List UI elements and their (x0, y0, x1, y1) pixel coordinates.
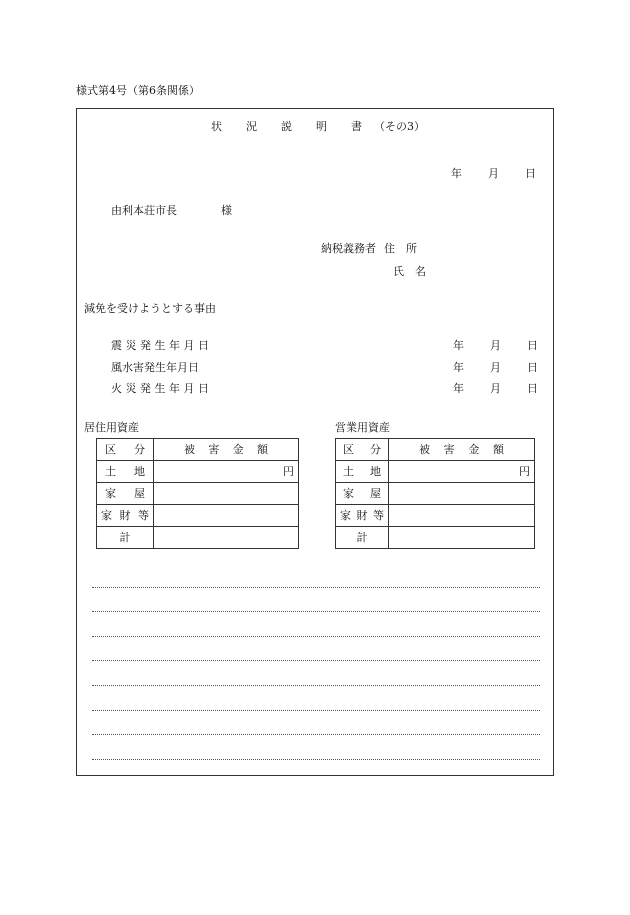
category-header: 区 分 (336, 439, 389, 461)
residential-damage-table (96, 438, 299, 549)
document-title (211, 121, 425, 132)
amount-header: 被 害 金 額 (389, 439, 535, 461)
date-year-label: 年 (453, 382, 464, 395)
amount-header: 被 害 金 額 (154, 439, 299, 461)
reason-entry-line[interactable] (92, 636, 540, 637)
title-char: 状 (211, 120, 222, 133)
yen-unit: 円 (519, 465, 530, 478)
category-cell-land: 土 地 (336, 461, 389, 483)
date-year-label: 年 (453, 339, 464, 352)
date-day-label: 日 (527, 339, 538, 352)
disaster-date-label: 火 災 発 生 年 月 日 (111, 382, 209, 395)
date-month-label: 月 (490, 361, 501, 374)
taxpayer-role: 納税義務者 (321, 242, 376, 255)
amount-input-total[interactable] (389, 527, 535, 549)
table-row (97, 483, 299, 505)
amount-input-land[interactable] (154, 461, 299, 483)
disaster-date-fields (453, 383, 538, 394)
date-year-label: 年 (451, 167, 462, 180)
table-header-row (97, 439, 299, 461)
amount-input-house[interactable] (154, 483, 299, 505)
table-row (97, 505, 299, 527)
reason-entry-line[interactable] (92, 611, 540, 612)
category-cell-total: 計 (336, 527, 389, 549)
date-month-label: 月 (488, 167, 499, 180)
date-year-label: 年 (453, 361, 464, 374)
table-header-row (336, 439, 535, 461)
amount-input-land[interactable] (389, 461, 535, 483)
category-cell-land: 土 地 (97, 461, 154, 483)
reason-entry-line[interactable] (92, 685, 540, 686)
taxpayer-block (321, 243, 417, 254)
title-suffix: （その3） (374, 120, 425, 133)
taxpayer-address-label: 住 所 (384, 242, 417, 255)
date-day-label: 日 (527, 382, 538, 395)
business-damage-table (335, 438, 535, 549)
table-row (97, 461, 299, 483)
business-assets-title: 営業用資産 (335, 421, 390, 434)
category-cell-household-goods: 家 財 等 (97, 505, 154, 527)
addressee-honorific: 様 (221, 204, 232, 217)
disaster-date-label: 風水害発生年月日 (111, 361, 199, 374)
yen-unit: 円 (283, 465, 294, 478)
category-cell-total: 計 (97, 527, 154, 549)
date-day-label: 日 (525, 167, 536, 180)
amount-input-household-goods[interactable] (389, 505, 535, 527)
title-char: 説 (281, 120, 292, 133)
addressee-name: 由利本荘市長 (111, 204, 177, 217)
reason-label: 減免を受けようとする事由 (84, 302, 216, 315)
disaster-date-label: 震 災 発 生 年 月 日 (111, 339, 209, 352)
title-char: 明 (316, 120, 327, 133)
reason-entry-line[interactable] (92, 759, 540, 760)
submission-date (451, 168, 536, 179)
reason-entry-line[interactable] (92, 660, 540, 661)
addressee (111, 205, 232, 216)
amount-input-house[interactable] (389, 483, 535, 505)
disaster-date-fields (453, 362, 538, 373)
table-row (336, 527, 535, 549)
title-char: 況 (246, 120, 257, 133)
table-row (336, 483, 535, 505)
category-header: 区 分 (97, 439, 154, 461)
reason-entry-line[interactable] (92, 734, 540, 735)
date-day-label: 日 (527, 361, 538, 374)
category-cell-household-goods: 家 財 等 (336, 505, 389, 527)
reason-entry-line[interactable] (92, 710, 540, 711)
disaster-date-fields (453, 340, 538, 351)
date-month-label: 月 (490, 339, 501, 352)
category-cell-house: 家 屋 (97, 483, 154, 505)
amount-input-household-goods[interactable] (154, 505, 299, 527)
reason-entry-line[interactable] (92, 587, 540, 588)
taxpayer-name-label: 氏 名 (393, 265, 426, 278)
date-month-label: 月 (490, 382, 501, 395)
residential-assets-title: 居住用資産 (84, 421, 139, 434)
table-row (336, 505, 535, 527)
category-cell-house: 家 屋 (336, 483, 389, 505)
form-number-label: 様式第4号（第6条関係） (76, 84, 200, 97)
title-char: 書 (351, 120, 362, 133)
table-row (97, 527, 299, 549)
amount-input-total[interactable] (154, 527, 299, 549)
table-row (336, 461, 535, 483)
